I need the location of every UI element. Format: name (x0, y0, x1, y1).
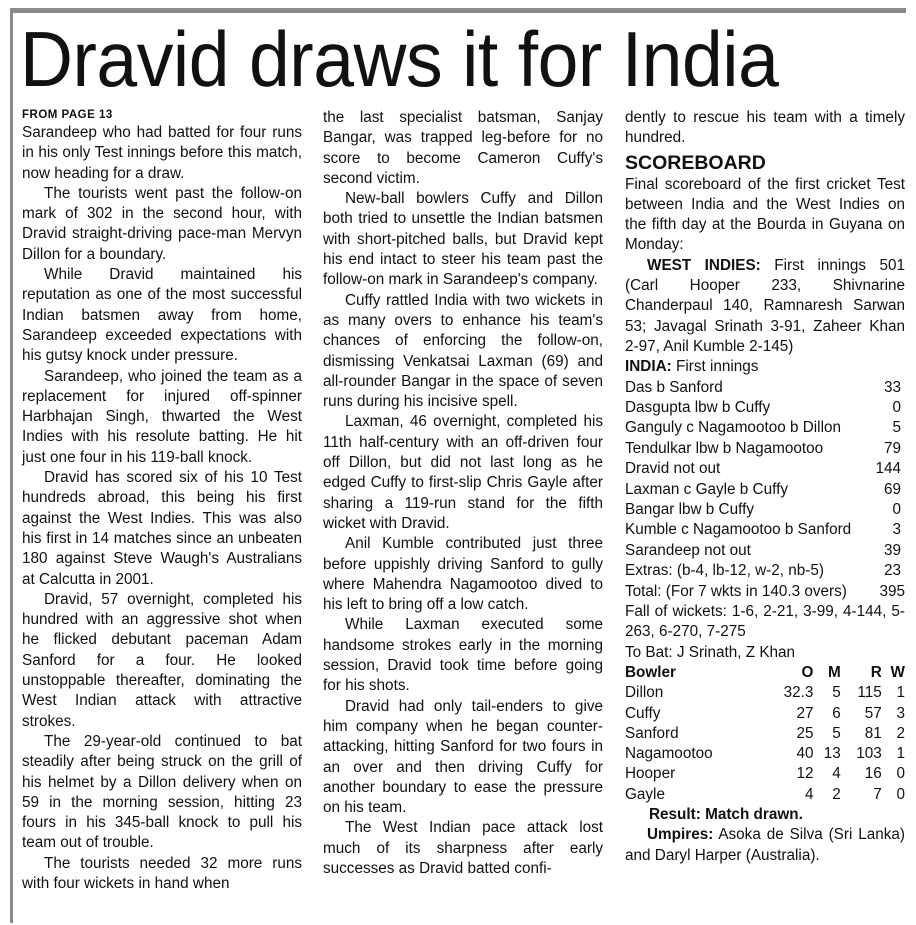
bowler-name: Sanford (625, 724, 679, 742)
paragraph: While Laxman executed some handsome strokes early in the morning session, Dravid took time before going for his shots. (323, 616, 603, 695)
extras-runs: 23 (883, 562, 901, 580)
header-runs: R (870, 663, 882, 681)
paragraph: dently to rescue his team with a timely hundred. (625, 109, 905, 147)
paragraph: the last specialist batsman, Sanjay Bangar, was trapped leg-before for no score to become Cameron Cuffy's second victim. (323, 109, 603, 187)
scoreboard-intro: Final scoreboard of the first cricket Test between India and the West Indies on the fifth day at the Bourda in Guyana on Monday: (625, 175, 905, 254)
overs: 25 (796, 724, 814, 742)
bowling-header-row (625, 663, 905, 683)
bowler-name: Gayle (625, 785, 665, 803)
batting-row (625, 439, 905, 459)
paragraph: Anil Kumble contributed just three before uppishly driving Sanford to gully where Mahendra Nagamootoo dived to his left to bring off a low catch. (323, 535, 603, 614)
bowling-row (625, 704, 905, 724)
maidens: 6 (832, 704, 841, 722)
match-result: Result: Match drawn. (649, 806, 803, 823)
batting-row (625, 459, 905, 479)
runs-conceded: 7 (873, 785, 882, 803)
bowling-table (625, 663, 905, 805)
bowler-name: Dillon (625, 684, 664, 702)
umpires-label: Umpires: (647, 826, 714, 844)
paragraph: Sarandeep who had batted for four runs in his only Test innings before this match, now heading for a draw. (22, 124, 302, 182)
runs-conceded: 81 (864, 724, 882, 742)
wickets: 2 (896, 724, 905, 742)
header-wickets: W (890, 663, 905, 681)
header-overs: O (801, 663, 814, 681)
maidens: 4 (832, 765, 841, 783)
runs: 3 (892, 521, 901, 539)
runs: 144 (875, 460, 901, 478)
article-column-2 (323, 108, 603, 879)
overs: 4 (804, 785, 814, 803)
bowler-name: Cuffy (625, 704, 661, 722)
batsman: Bangar lbw b Cuffy (625, 501, 754, 518)
from-page-label: FROM PAGE 13 (22, 109, 113, 121)
india-innings-heading (625, 357, 905, 377)
scoreboard-title: SCOREBOARD (625, 151, 766, 174)
batting-scorecard (625, 378, 905, 602)
left-rule (10, 13, 13, 923)
overs: 12 (796, 765, 814, 783)
bowling-row (625, 683, 905, 703)
bowler-name: Hooper (625, 765, 676, 783)
header-maidens: M (828, 663, 841, 681)
headline: Dravid draws it for India (20, 15, 779, 103)
top-rule (10, 8, 906, 13)
overs: 40 (796, 745, 814, 763)
article-column-1 (22, 108, 302, 894)
maidens: 13 (823, 745, 841, 763)
header-bowler: Bowler (625, 663, 676, 681)
runs: 5 (892, 419, 901, 437)
wickets: 1 (896, 684, 905, 702)
batting-row (625, 520, 905, 540)
batsman: Dravid not out (625, 460, 721, 478)
wickets: 0 (896, 765, 905, 783)
runs: 33 (883, 378, 901, 396)
paragraph: The tourists went past the follow-on mark of 302 in the second hour, with Dravid straight-driving pace-man Mervyn Dillon for a boundary. (22, 184, 302, 263)
batting-row (625, 418, 905, 438)
bowling-row (625, 785, 905, 805)
batsman: Tendulkar lbw b Nagamootoo (625, 439, 824, 457)
batsman: Kumble c Nagamootoo b Sanford (625, 521, 852, 539)
paragraph: The West Indian pace attack lost much of its sharpness after early successes as Dravid batted confi- (323, 819, 603, 877)
extras-label: Extras: (b-4, lb-12, w-2, nb-5) (625, 562, 824, 580)
total-label: Total: (For 7 wkts in 140.3 overs) (625, 582, 847, 600)
total-runs: 395 (879, 582, 905, 600)
batting-row (625, 378, 905, 398)
paragraph: Dravid had only tail-enders to give him company when he began counter-attacking, hitting Sanford for two fours in an over and then driving Cuffy for another boundary to ease the pressure on his team. (323, 697, 603, 817)
paragraph: Laxman, 46 overnight, completed his 11th half-century with an off-driven four off Dillon, but did not last long as he edged Cuffy to first-slip Chris Gayle after sharing a 119-run stand for the fifth wicket with Dravid. (323, 413, 603, 532)
bowling-row (625, 744, 905, 764)
wickets: 1 (896, 745, 905, 763)
umpires-names: Asoka de Silva (Sri Lanka) and Daryl Harper (Australia). (625, 826, 905, 864)
west-indies-innings (625, 256, 905, 357)
wickets: 3 (896, 704, 905, 722)
paragraph: The tourists needed 32 more runs with four wickets in hand when (22, 854, 302, 892)
india-label: INDIA: (625, 358, 672, 376)
bowling-row (625, 764, 905, 784)
total-row (625, 582, 905, 602)
batsman: Das b Sanford (625, 378, 723, 396)
maidens: 5 (832, 684, 841, 702)
wickets: 0 (896, 785, 905, 803)
paragraph: Sarandeep, who joined the team as a replacement for injured off-spinner Harbhajan Singh, thwarted the West Indies with his resolute batting. He hit just one four in his 119-ball knock. (22, 367, 302, 466)
runs: 79 (883, 439, 901, 457)
paragraph: Dravid has scored six of his 10 Test hundreds abroad, this being his first against the West Indies. This was also his first in 14 matches since an unbeaten 180 against Steve Waugh's Australians at Calcutta in 2001. (22, 469, 302, 588)
runs: 0 (892, 398, 901, 416)
runs-conceded: 115 (857, 684, 882, 702)
bowler-name: Nagamootoo (625, 745, 713, 763)
extras-row (625, 561, 905, 581)
batsman: Dasgupta lbw b Cuffy (625, 398, 771, 416)
paragraph: Dravid, 57 overnight, completed his hundred with an aggressive shot when he flicked debutant paceman Adam Sanford for a four. He looked unstoppable thereafter, dominating the West Indian attack with attractive strokes. (22, 590, 302, 730)
runs-conceded: 57 (864, 704, 882, 722)
to-bat: To Bat: J Srinath, Z Khan (625, 643, 796, 661)
batting-row (625, 541, 905, 561)
runs: 39 (883, 541, 901, 559)
overs: 27 (796, 704, 814, 722)
india-innings-label: First innings (671, 358, 759, 376)
west-indies-label: WEST INDIES: (647, 256, 761, 274)
batsman: Sarandeep not out (625, 541, 751, 559)
batsman: Ganguly c Nagamootoo b Dillon (625, 419, 841, 437)
west-indies-summary: First innings 501 (Carl Hooper 233, Shivnarine Chanderpaul 140, Ramnaresh Sarwan 53; Javagal Srinath 3-91, Zaheer Khan 2-97, Anil Kumble 2-145) (625, 256, 906, 355)
runs: 0 (892, 501, 901, 518)
runs-conceded: 103 (856, 745, 882, 763)
paragraph: While Dravid maintained his reputation as one of the most successful Indian batsmen away from home, Sarandeep exceeded expectations with his gutsy knock under pressure. (22, 266, 302, 365)
umpires (625, 825, 905, 866)
fall-of-wickets: Fall of wickets: 1-6, 2-21, 3-99, 4-144, 5-263, 6-270, 7-275 (625, 603, 905, 641)
runs-conceded: 16 (864, 765, 882, 783)
paragraph: The 29-year-old continued to bat steadily after being struck on the grill of his helmet by a Dillon delivery when on 59 in the morning session, hitting 23 fours in his 345-ball knock to pull his team out of trouble. (22, 732, 302, 852)
batting-row (625, 480, 905, 500)
paragraph: Cuffy rattled India with two wickets in as many overs to enhance his team's chances of enforcing the follow-on, dismissing Venkatsai Laxman (69) and all-rounder Bangar in the space of seven runs during his incisive spell. (323, 291, 603, 411)
overs: 32.3 (783, 684, 814, 702)
batsman: Laxman c Gayle b Cuffy (625, 480, 788, 498)
maidens: 2 (832, 785, 841, 803)
article-column-3 (625, 108, 905, 866)
bowling-row (625, 724, 905, 744)
batting-row (625, 398, 905, 418)
maidens: 5 (832, 724, 841, 742)
runs: 69 (883, 480, 901, 498)
batting-row (625, 500, 905, 520)
paragraph: New-ball bowlers Cuffy and Dillon both tried to unsettle the Indian batsmen with short-pitched balls, but Dravid kept his end intact to steer his team past the follow-on mark in Sarandeep's company. (323, 190, 603, 289)
